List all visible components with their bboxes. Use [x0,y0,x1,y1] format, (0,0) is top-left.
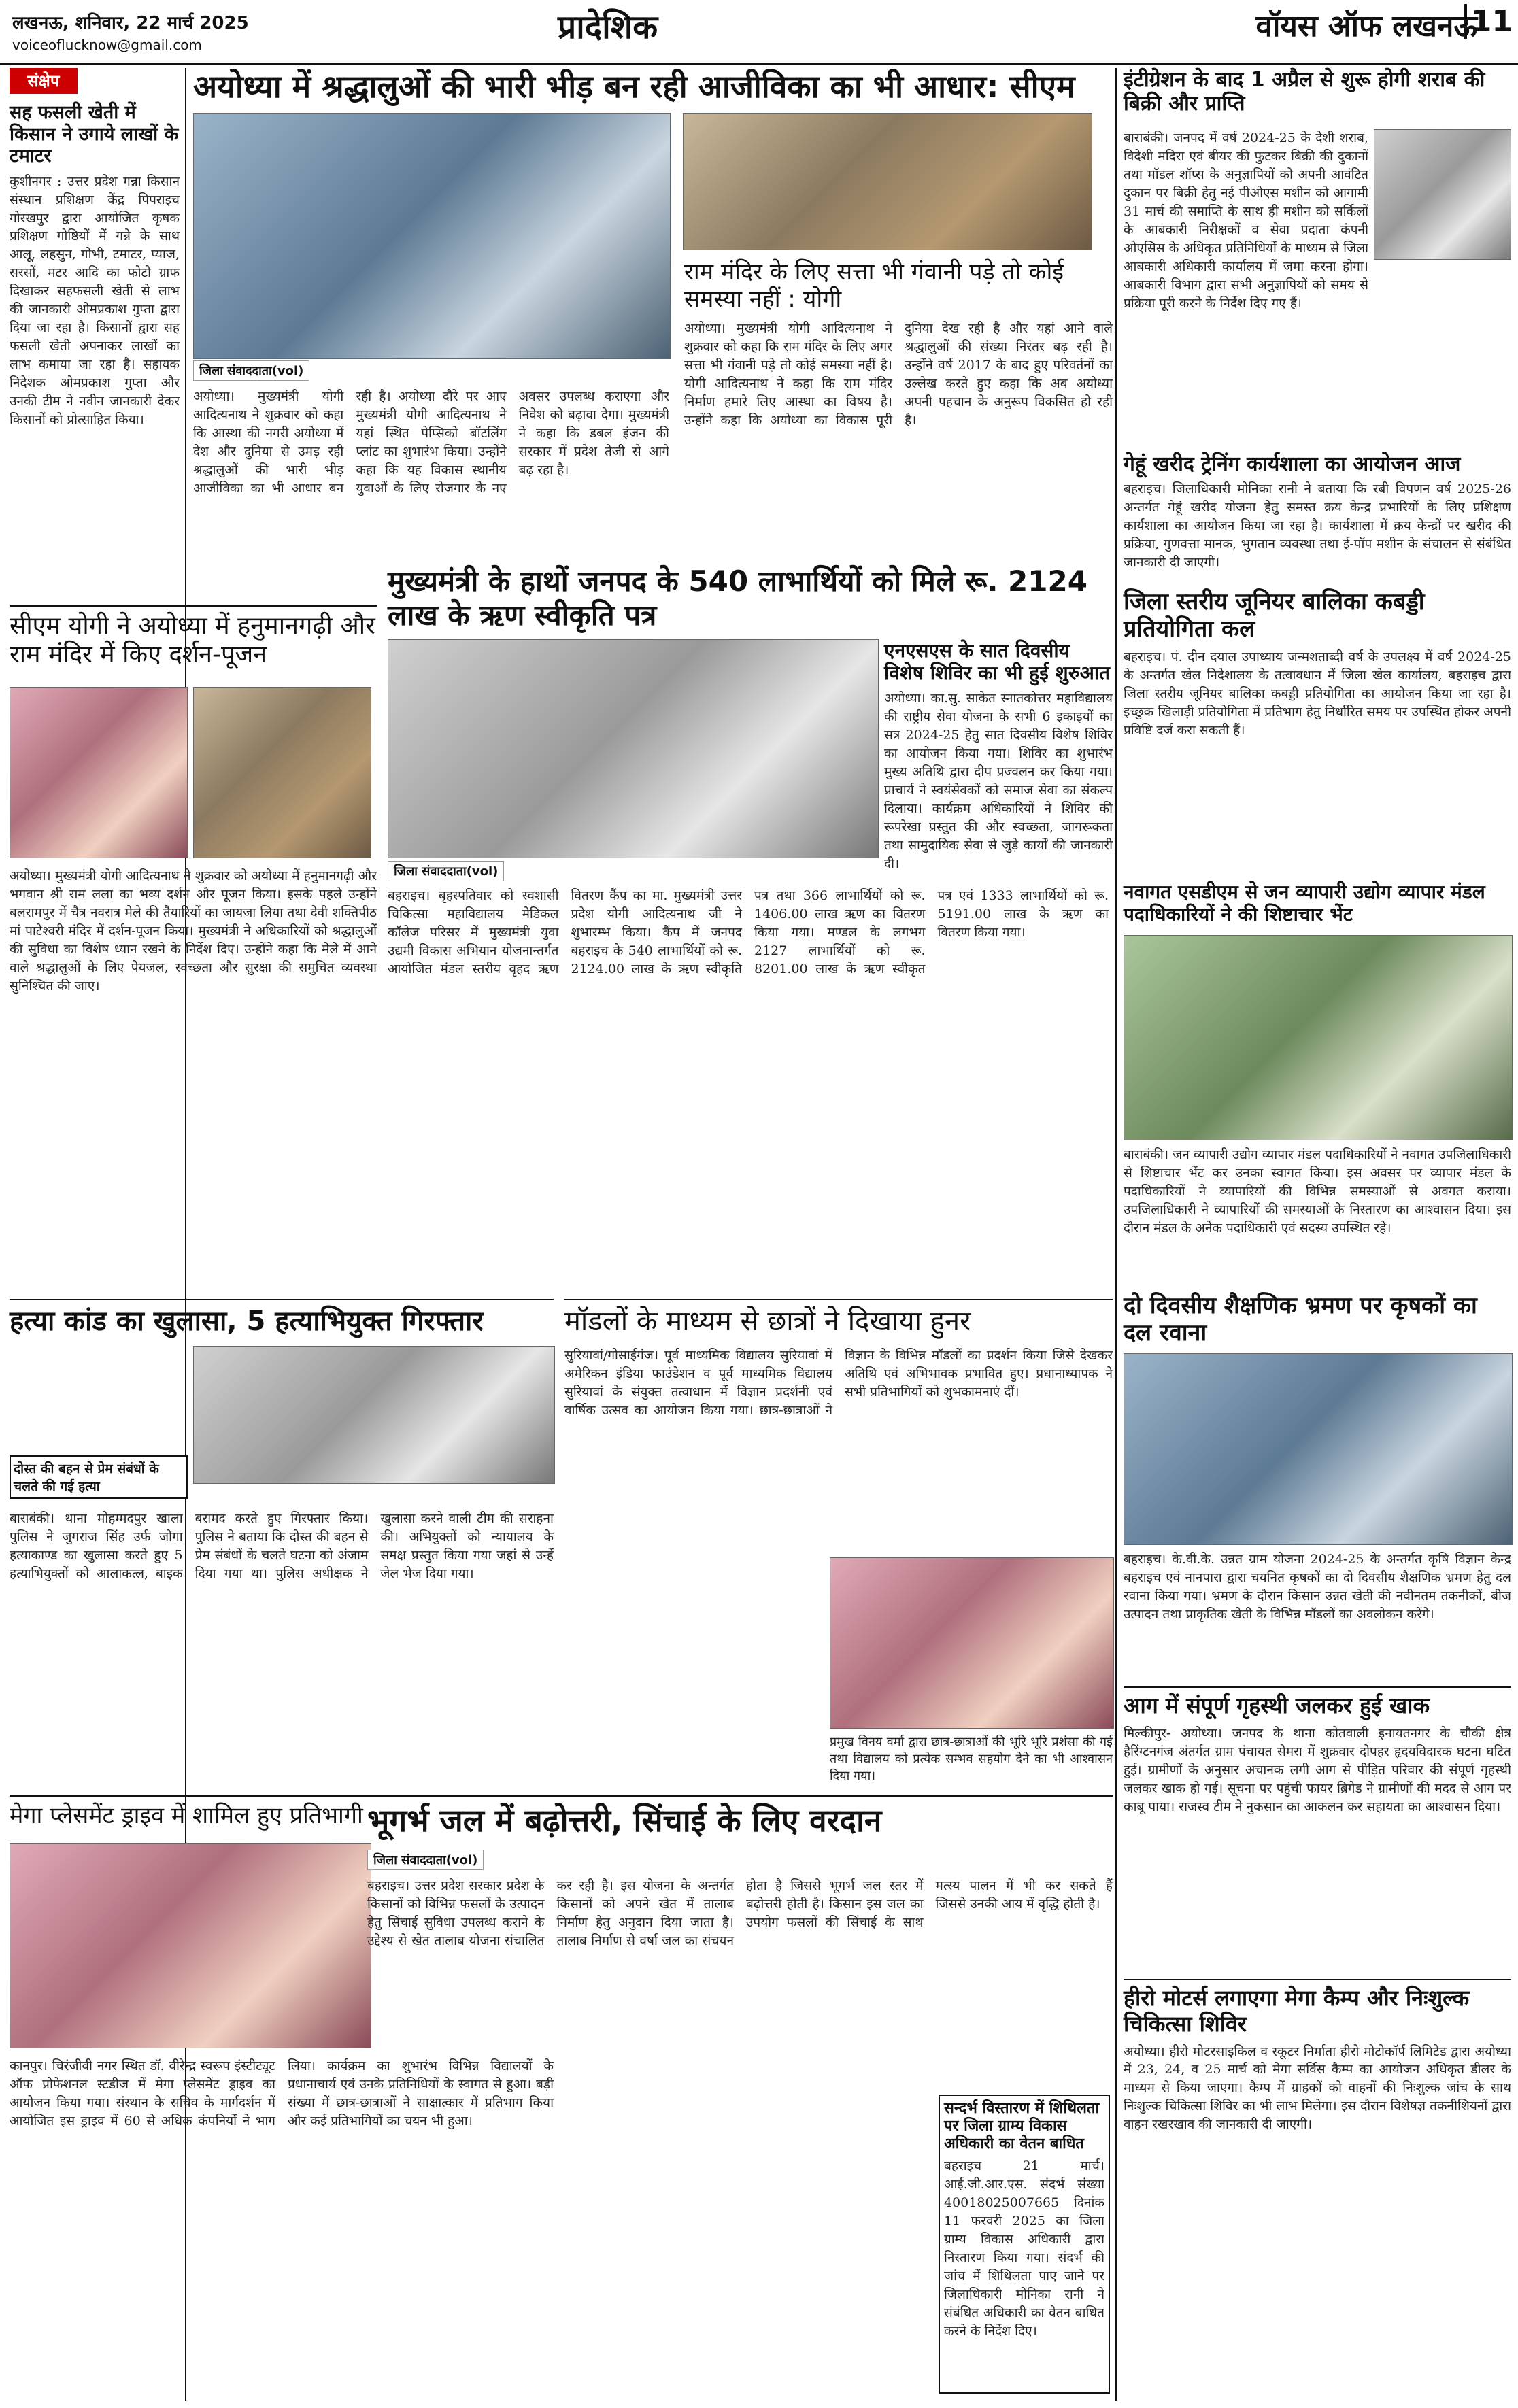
headline: जिला स्तरीय जूनियर बालिका कबड्डी प्रतियोगिता कल [1124,588,1425,643]
story-body: बहराइच। के.वी.के. उन्नत ग्राम योजना 2024-25 के अन्तर्गत कृषि विज्ञान केन्द्र बहराइच एवं नानपारा द्वारा चयनित कृषकों का दो दिवसीय शैक्षणिक भ्रमण हेतु दल रवाना किया गया। भ्रमण के दौरान किसान उन्नत खेती की नवीनतम तकनीकों, बीज उत्पादन तथा प्राकृतिक खेती के विभिन्न मॉडलों का अवलोकन करेंगे। [1124,1552,1511,1622]
story-body: कानपुर। चिरंजीवी नगर स्थित डॉ. वीरेन्द्र स्वरूप इंस्टीट्यूट ऑफ प्रोफेशनल स्टडीज में मेगा प्लेसमेंट ड्राइव का आयोजन किया गया। संस्थान के सचिव के मार्गदर्शन में आयोजित इस ड्राइव में 60 से अधिक कंपनियों ने भाग लिया। कार्यक्रम का शुभारंभ विभिन्न विद्यालयों के प्रधानाचार्य एवं उनके प्रतिनिधियों के स्वागत से हुआ। बड़ी संख्या में छात्र-छात्राओं ने साक्षात्कार में प्रतिभाग किया और कई प्रतिभागियों का चयन भी हुआ। [10,2058,554,2129]
highlight-text: दोस्त की बहन से प्रेम संबंधों के चलते की गई हत्या [14,1461,159,1494]
contact-email[interactable]: voiceoflucknow@gmail.com [12,37,202,53]
story-salary-withheld [939,2095,1110,2394]
story-body: बहराइच 21 मार्च। आई.जी.आर.एस. संदर्भ संख्या 40018025007665 दिनांक 11 फरवरी 2025 का जिला ग्राम्य विकास अधिकारी द्वारा निस्तारण किया गया। संदर्भ की जांच में शिथिलता पाए जाने पर जिलाधिकारी मोनिका रानी ने संबंधित अधिकारी का वेतन बाधित करने के निर्देश दिए। [944,2158,1104,2339]
headline: आग में संपूर्ण गृहस्थी जलकर हुई खाक [1124,1693,1430,1718]
loan-ceremony-photo [388,639,879,858]
officer-photo [1374,129,1511,260]
story-kabaddi [1124,588,1511,874]
photo-caption: प्रमुख विनय वर्मा द्वारा छात्र-छात्राओं की भूरि भूरि प्रशंसा की गई तथा विद्यालय को प्रत्येक सम्भव सहयोग देने का भी आश्वासन दिया गया। [830,1735,1113,1783]
divider [367,1795,1113,1797]
highlight-box [10,1455,188,1499]
masthead [0,0,1518,65]
story-body: बहराइच। पं. दीन दयाल उपाध्याय जन्मशताब्दी वर्ष के उपलक्ष्य में वर्ष 2024-25 के अन्तर्गत खेल निदेशालय के तत्वावधान में जिला खेल कार्यालय, बहराइच द्वारा जिला स्तरीय जूनियर बालिका कबड्डी प्रतियोगिता का आयोजन किया जा रहा है। इच्छुक खिलाड़ी प्रतियोगिता में प्रतिभाग हेतु निर्धारित समय पर उपस्थित होकर अपनी प्रविष्टि दर्ज करा सकती हैं। [1124,649,1511,739]
page-number: 11 [1464,4,1513,39]
story-sugarcane [10,102,180,605]
story-hanumangarhi [10,605,377,1292]
divider [564,1299,1113,1300]
headline: हीरो मोटर्स लगाएगा मेगा कैम्प और निःशुल्क चिकित्सा शिविर [1124,1985,1470,2037]
story-body: अयोध्या। मुख्यमंत्री योगी आदित्यनाथ ने शुक्रवार को कहा कि आस्था की नगरी अयोध्या में देश और दुनिया से उमड़ रही श्रद्धालुओं की भारी भीड़ आजीविका का भी आधार बन रही है। अयोध्या दौरे पर आए मुख्यमंत्री योगी आदित्यनाथ ने यहां स्थित पेप्सिको बॉटलिंग प्लांट का शुभारंभ किया। उन्होंने कहा कि यह विकास स्थानीय युवाओं के लिए रोजगार के नए अवसर उपलब्ध कराएगा और निवेश को बढ़ावा देगा। मुख्यमंत्री ने कहा कि डबल इंजन की सरकार में प्रदेश तेजी से आगे बढ़ रहा है। [193,389,669,496]
bus-photo [1124,1353,1513,1545]
placement-photo [10,1843,371,2048]
cm-photo-2 [683,113,1092,250]
byline: जिला संवाददाता(vol) [367,1850,484,1870]
exhibition-photo [830,1557,1114,1729]
story-body: बाराबंकी। जनपद में वर्ष 2024-25 के देशी शराब, विदेशी मदिरा एवं बीयर की फुटकर बिक्री की दुकानों तथा मॉडल शॉप्स के अनुज्ञापियों को अपनी आवंटित दुकान पर बिक्री हेतु नई पीओएस मशीन को आगामी 31 मार्च की समाप्ति के साथ ही मशीन को सर्किलों के आबकारी निरीक्षकों व सेवा प्रदाता कंपनी ओएसिस के अधिकृत प्रतिनिधियों के माध्यम से जिला आबकारी अधिकारी कार्यालय में जमा करना होगा। आबकारी विभाग द्वारा सभी अनुज्ञापियों को समय से प्रक्रिया पूरी करने के निर्देश दिए गए हैं। [1124,131,1368,311]
headline: गेहूं खरीद ट्रेनिंग कार्यशाला का आयोजन आज [1124,452,1461,476]
headline: मेगा प्लेसमेंट ड्राइव में शामिल हुए प्रतिभागी [10,1802,363,1829]
headline: राम मंदिर के लिए सत्ता भी गंवानी पड़े तो कोई समस्या नहीं : योगी [684,258,1064,313]
story-body: बाराबंकी। थाना मोहम्मदपुर खाला पुलिस ने जुगराज सिंह उर्फ जोगा हत्याकाण्ड का खुलासा करते हुए 5 हत्याभियुक्तों को आलाकत्ल, बाइक बरामद करते हुए गिरफ्तार किया। पुलिस ने बताया कि दोस्त की बहन से प्रेम संबंधों के चलते घटना को अंजाम दिया गया था। पुलिस अधीक्षक ने खुलासा करने वाली टीम की सराहना की। अभियुक्तों को न्यायालय के समक्ष प्रस्तुत किया गया जहां से उन्हें जेल भेज दिया गया। [10,1511,554,1581]
headline: अयोध्या में श्रद्धालुओं की भारी भीड़ बन रही आजीविका का भी आधार: सीएम [193,68,1075,105]
headline: इंटीग्रेशन के बाद 1 अप्रैल से शुरू होगी शराब की बिक्री और प्राप्ति [1124,68,1485,116]
byline: जिला संवाददाता(vol) [193,360,309,381]
story-body: अयोध्या। मुख्यमंत्री योगी आदित्यनाथ ने शुक्रवार को अयोध्या में हनुमानगढ़ी और भगवान श्री राम लला का भव्य दर्शन और पूजन किया। इसके पहले उन्होंने बलरामपुर में चैत्र नवरात्र मेले की तैयारियों का जायजा लिया तथा देवी शक्तिपीठ मां पाटेश्वरी मंदिर में दर्शन-पूजन किया। मुख्यमंत्री ने अधिकारियों को श्रद्धालुओं की सुविधा का विशेष ध्यान रखने के निर्देश दिए। उन्होंने कहा कि मेले में आने वाले श्रद्धालुओं के लिए पेयजल, स्वच्छता और सुरक्षा की समुचित व्यवस्था सुनिश्चित की जाए। [10,868,377,994]
brief-label: संक्षेप [10,68,78,94]
story-murder-case [10,1299,554,1788]
story-traders [1124,881,1511,1289]
story-hero-camp [1124,1979,1511,2401]
story-ram-mandir [684,258,1113,558]
column-divider [1115,68,1117,2401]
story-body: बहराइच। उत्तर प्रदेश सरकार प्रदेश के किसानों को विभिन्न फसलों के उत्पादन हेतु सिंचाई सुविधा उपलब्ध कराने के उद्देश्य से खेत तालाब योजना संचालित कर रही है। इस योजना के अन्तर्गत किसानों को अपने खेत में तालाब निर्माण हेतु अनुदान दिया जाता है। तालाब निर्माण से वर्षा जल का संचयन होता है जिससे भूगर्भ जल स्तर में बढ़ोत्तरी होती है। किसान इस जल का उपयोग फसलों की सिंचाई के साथ मत्स्य पालन में भी कर सकते हैं जिससे उनकी आय में वृद्धि होती है। [367,1878,1113,1948]
headline: भूगर्भ जल में बढ़ोत्तरी, सिंचाई के लिए वरदान [367,1802,882,1839]
story-body: कुशीनगर : उत्तर प्रदेश गन्ना किसान संस्थान प्रशिक्षण केंद्र पिपराइच गोरखपुर द्वारा आयोजित कृषक प्रशिक्षण गोष्ठियों में गन्ने के साथ आलू, लहसुन, गोभी, टमाटर, प्याज, सरसों, मटर आदि का फोटो ग्राफ दिखाकर सहफसली खेती से लाभ की जानकारी ओमप्रकाश गुप्ता द्वारा दिया जा रहा है। किसानों द्वारा सह फसली खेती अपनाकर लाखों का लाभ कमाया जा रहा है। सहायक निदेशक ओमप्रकाश गुप्ता और उनकी टीम ने नवीन जानकारी देकर किसानों को प्रोत्साहित किया। [10,173,180,428]
headline: नवागत एसडीएम से जन व्यापारी उद्योग व्यापार मंडल पदाधिकारियों ने की शिष्टाचार भेंट [1124,881,1485,926]
story-body: सुरियावां/गोसाईगंज। पूर्व माध्यमिक विद्यालय सुरियावां में अमेरिकन इंडिया फाउंडेशन व पूर्व माध्यमिक विद्यालय सुरियावां के संयुक्त तत्वाधान में विज्ञान प्रदर्शनी एवं वार्षिक उत्सव का आयोजन किया गया। छात्र-छात्राओं ने विज्ञान के विभिन्न मॉडलों का प्रदर्शन किया जिसे देखकर अतिथि एवं अभिभावक प्रभावित हुए। प्रधानाध्यापक ने सभी प्रतिभागियों को शुभकामनाएं दीं। [564,1348,1113,1418]
headline: एनएसएस के सात दिवसीय विशेष शिविर का भी हुई शुरुआत [884,639,1111,685]
paper-name: वॉयस ऑफ लखनऊ [1255,9,1477,44]
edition-date: लखनऊ, शनिवार, 22 मार्च 2025 [12,13,249,33]
temple-photo [10,687,188,858]
story-student-models [564,1299,1113,1788]
story-body: बहराइच। बृहस्पतिवार को स्वशासी चिकित्सा महाविद्यालय मेडिकल कॉलेज परिसर में मुख्यमंत्री युवा उद्यमी विकास अभियान योजनान्तर्गत आयोजित मंडल स्तरीय वृहद ऋण वितरण कैंप का मा. मुख्यमंत्री उत्तर प्रदेश योगी आदित्यनाथ जी ने शुभारम्भ किया। कैंप में जनपद बहराइच के 540 लाभार्थियों को रू. 2124.00 लाख के ऋण स्वीकृति पत्र तथा 366 लाभार्थियों को रू. 1406.00 लाख ऋण का वितरण किया गया। मण्डल के लगभग 2127 लाभार्थियों को रू. 8201.00 लाख के ऋण स्वीकृत पत्र एवं 1333 लाभार्थियों को रू. 5191.00 लाख के ऋण का वितरण किया गया। [388,888,1109,977]
story-nss [884,639,1113,993]
headline: दो दिवसीय शैक्षणिक भ्रमण पर कृषकों का दल रवाना [1124,1292,1477,1347]
story-farmers-tour [1124,1292,1511,1680]
headline: सीएम योगी ने अयोध्या में हनुमानगढ़ी और राम मंदिर में किए दर्शन-पूजन [10,612,375,669]
headline: मुख्यमंत्री के हाथों जनपद के 540 लाभार्थियों को मिले रू. 2124 लाख के ऋण स्वीकृति पत्र [388,564,1087,632]
story-body: अयोध्या। का.सु. साकेत स्नातकोत्तर महाविद्यालय की राष्ट्रीय सेवा योजना के सभी 6 इकाइयों का सत्र 2024-25 हेतु सात दिवसीय विशेष शिविर का आयोजन किया गया। शिविर का शुभारंभ मुख्य अतिथि द्वारा दीप प्रज्वलन कर किया गया। प्राचार्य ने स्वयंसेवकों को समाज सेवा का संकल्प दिलाया। कार्यक्रम अधिकारियों ने शिविर की रूपरेखा प्रस्तुत की और स्वच्छता, जागरूकता तथा सामुदायिक सेवा से जुड़े कार्यों की जानकारी दी। [884,691,1113,871]
temple-photo-2 [193,687,371,858]
divider [1124,1979,1511,1980]
story-fire [1124,1686,1511,1972]
story-body: बहराइच। जिलाधिकारी मोनिका रानी ने बताया कि रबी विपणन वर्ष 2025-26 अन्तर्गत गेहूं खरीद योजना हेतु समस्त क्रय केन्द्र प्रभारियों के लिए प्रशिक्षण कार्यशाला का आयोजन किया जा रहा है। कार्यशाला में क्रय केन्द्रों पर खरीद की प्रक्रिया, गुणवत्ता मानक, भुगतान व्यवस्था तथा ई-पॉप मशीन के संचालन से संबंधित जानकारी दी जाएगी। [1124,481,1511,571]
story-body: अयोध्या। मुख्यमंत्री योगी आदित्यनाथ ने शुक्रवार को कहा कि राम मंदिर के लिए अगर सत्ता भी गंवानी पड़े तो कोई समस्या नहीं है। योगी आदित्यनाथ ने कहा कि राम मंदिर निर्माण हमारे लिए आस्था का विषय है। उन्होंने कहा कि अयोध्या का विकास पूरी दुनिया देख रही है और यहां आने वाले श्रद्धालुओं की संख्या निरंतर बढ़ रही है। उन्होंने वर्ष 2017 के बाद हुए परिवर्तनों का उल्लेख करते हुए कहा कि अब अयोध्या अपनी पहचान के अनुरूप विकसित हो रही है। [684,321,1113,428]
divider [10,605,377,607]
headline: सन्दर्भ विस्तारण में शिथिलता पर जिला ग्राम्य विकास अधिकारी का वेतन बाधित [944,2100,1100,2152]
divider [10,1299,554,1300]
accused-photo [193,1346,555,1484]
headline: मॉडलों के माध्यम से छात्रों ने दिखाया हुनर [564,1306,971,1337]
story-body: बाराबंकी। जन व्यापारी उद्योग व्यापार मंडल पदाधिकारियों ने नवागत उपजिलाधिकारी से शिष्टाचार भेंट कर उनका स्वागत किया। इस अवसर पर व्यापार मंडल के पदाधिकारियों ने व्यापारियों की विभिन्न समस्याओं से अवगत कराया। उपजिलाधिकारी ने व्यापारियों की समस्याओं के निस्तारण का आश्वासन दिया। इस दौरान मंडल के अनेक पदाधिकारी एवं सदस्य उपस्थित रहे। [1124,1147,1511,1236]
traders-photo [1124,935,1513,1140]
cm-photo [193,113,671,359]
headline: हत्या कांड का खुलासा, 5 हत्याभियुक्त गिरफ्तार [10,1306,484,1337]
divider [1124,1686,1511,1688]
byline: जिला संवाददाता(vol) [388,861,504,881]
headline: सह फसली खेती में किसान ने उगाये लाखों के टमाटर [10,102,179,167]
story-wheat-workshop [1124,452,1511,581]
story-body: मिल्कीपुर- अयोध्या। जनपद के थाना कोतवाली इनायतनगर के चौकी क्षेत्र हैरिंग्टनगंज अंतर्गत ग्राम पंचायत सेमरा में शुक्रवार दोपहर हृदयविदारक घटना घटित हुई। ग्रामीणों के अनुसार अचानक लगी आग से पीड़ित परिवार की संपूर्ण गृहस्थी जलकर खाक हो गई। सूचना पर पहुंची फायर ब्रिगेड ने ग्रामीणों की मदद से आग पर काबू पाया। राजस्व टीम ने नुकसान का आकलन कर सहायता का आश्वासन दिया। [1124,1725,1511,1814]
story-body: अयोध्या। हीरो मोटरसाइकिल व स्कूटर निर्माता हीरो मोटोकॉर्प लिमिटेड द्वारा अयोध्या में 23, 24, व 25 मार्च को मेगा सर्विस कैम्प का आयोजन अधिकृत डीलर के माध्यम से किया जाएगा। कैम्प में ग्राहकों को वाहनों की निःशुल्क जांच के साथ निःशुल्क चिकित्सा शिविर का भी लाभ मिलेगा। इस दौरान विशेषज्ञ तकनीशियनों द्वारा वाहन रखरखाव की जानकारी दी जाएगी। [1124,2044,1511,2133]
section-title: प्रादेशिक [558,8,658,46]
story-liquor-integration [1124,68,1511,449]
